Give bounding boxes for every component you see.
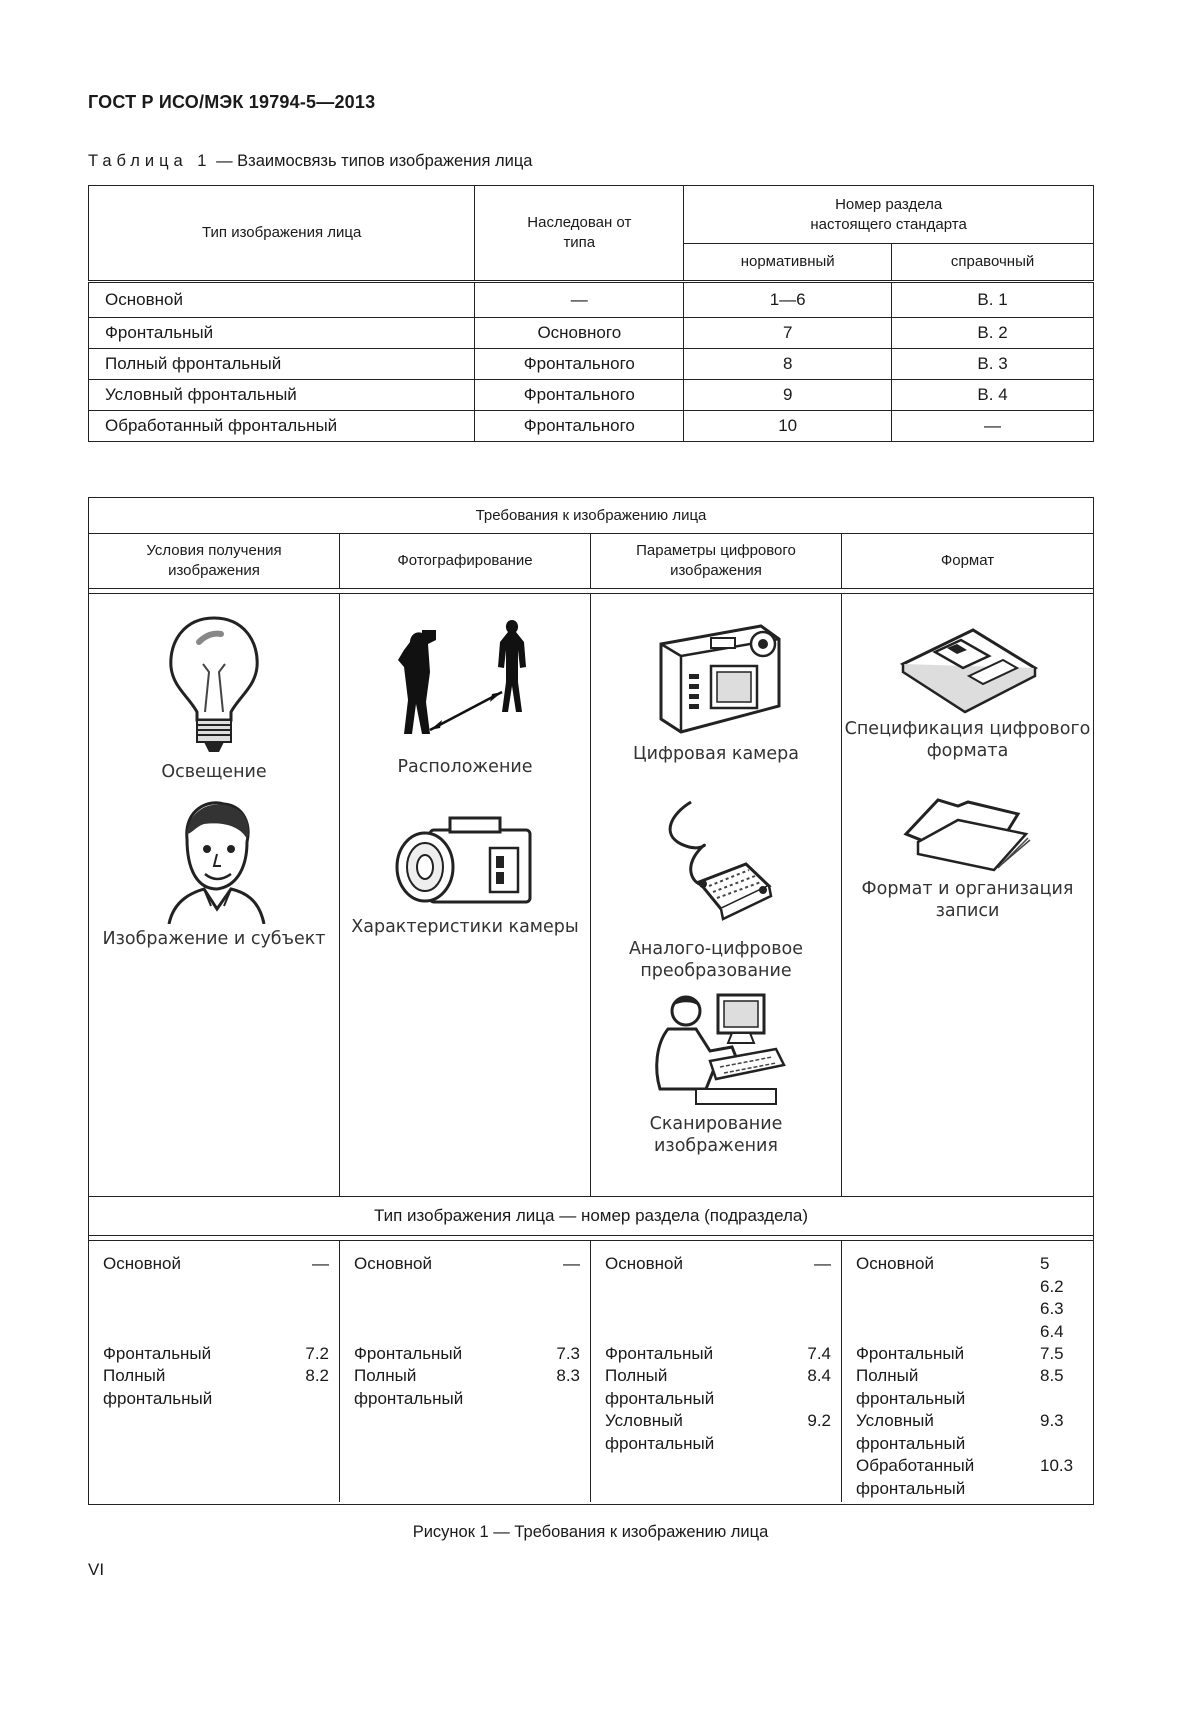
caption-camera-props: Характеристики камеры [351,917,579,937]
illus-lighting [89,612,339,783]
section-type: Условный фронтальный [605,1411,715,1453]
col-header-format: Формат [940,552,995,569]
sections-col-acquisition [89,1241,340,1502]
cell-inherited: Основного [475,318,684,349]
illus-format-spec [842,624,1093,762]
figure-illustrations [89,593,1093,1196]
section-entry [856,1410,986,1455]
section-type: Фронтальный [354,1344,463,1363]
cell-normative: 9 [684,380,892,411]
section-entry [103,1365,233,1410]
caption-format-spec: Спецификация цифрового формата [844,719,1091,761]
illus-column-photography [340,594,591,1196]
figure-title: Требования к изображению лица [89,498,1093,534]
section-number: 6.4 [1040,1321,1064,1341]
table-row [89,411,1094,442]
section-number: 6.3 [1040,1299,1064,1318]
section-type: Основной [354,1254,432,1273]
section-type: Фронтальный [605,1344,714,1363]
section-number: 8.2 [305,1366,329,1385]
caption-record-format: Формат и организация записи [861,879,1074,921]
section-type: Фронтальный [103,1344,212,1363]
illus-digital-camera [591,614,841,765]
photographer-subject-icon [390,612,540,752]
illus-column-format [842,594,1093,1196]
section-number: — [563,1254,580,1273]
cell-normative: 7 [684,318,892,349]
connector-cable-icon [651,794,781,934]
section-entry [354,1253,580,1276]
section-number: 9.3 [1040,1411,1064,1430]
caption-lighting: Освещение [161,762,267,782]
cell-type: Условный фронтальный [89,380,475,411]
col-header-informative: справочный [892,244,1094,282]
section-entry [605,1365,735,1410]
sections-col-photography [340,1241,591,1502]
cell-inherited: Фронтального [475,411,684,442]
figure-column-headers [89,534,1093,589]
cell-type: Обработанный фронтальный [89,411,475,442]
section-entry [354,1343,580,1366]
section-number: 8.4 [807,1366,831,1385]
folder-icon [898,794,1038,874]
section-number: 5 [1040,1254,1050,1273]
cell-inherited: Фронтального [475,380,684,411]
section-entry [856,1455,996,1500]
section-type: Полный фронтальный [856,1366,966,1408]
col-header-photography: Фотографирование [340,534,591,588]
caption-digital-camera: Цифровая камера [633,744,799,764]
caption-scanning: Сканирование изображения [649,1114,783,1156]
section-numbers-basic [1040,1253,1083,1343]
cell-inherited: — [475,282,684,318]
section-number: 7.4 [807,1344,831,1363]
section-type: Основной [103,1254,181,1273]
illus-column-digital [591,594,842,1196]
illus-position [340,612,590,778]
figure-caption: Рисунок 1 — Требования к изображению лица [412,1523,769,1541]
illus-subject [89,794,339,950]
section-entry [605,1343,831,1366]
col-header-section: Номер раздела настоящего стандарта [684,186,1094,244]
col-header-normative: нормативный [684,244,892,282]
col-header-type: Тип изображения лица [89,186,475,282]
section-number: 6.2 [1040,1276,1064,1296]
section-number: 7.3 [556,1344,580,1363]
illus-scanning [591,989,841,1157]
digital-camera-icon [641,614,791,739]
caption-subject: Изображение и субъект [102,929,326,949]
section-entry [605,1410,735,1455]
table-row [89,318,1094,349]
section-entry [103,1343,329,1366]
section-number: 9.2 [807,1411,831,1430]
col-header-acquisition: Условия получения изображения [89,534,340,588]
floppy-disk-icon [893,624,1043,714]
cell-informative: — [892,411,1094,442]
table-row [89,349,1094,380]
section-number: — [312,1254,329,1273]
table-caption-prefix: Таблица 1 [88,152,212,170]
type-section-row: Тип изображения лица — номер раздела (подраздела) [89,1196,1093,1236]
section-entry [1040,1410,1083,1433]
caption-adc: Аналого-цифровое преобразование [628,939,804,981]
illus-adc [591,794,841,982]
col-header-digital-params: Параметры цифрового изображения [591,534,842,588]
table-row [89,380,1094,411]
cell-normative: 1—6 [684,282,892,318]
section-entry [1040,1343,1083,1366]
section-number: — [814,1254,831,1273]
slr-camera-icon [390,812,540,912]
cell-informative: B. 2 [892,318,1094,349]
illus-record-format [842,794,1093,922]
illus-camera-props [340,812,590,938]
cell-informative: B. 3 [892,349,1094,380]
cell-inherited: Фронтального [475,349,684,380]
table-row [89,282,1094,318]
section-number: 8.5 [1040,1366,1064,1385]
section-type: Полный фронтальный [354,1366,464,1408]
face-image-types-table [88,185,1094,442]
table-caption-text: — Взаимосвязь типов изображения лица [216,152,533,170]
caption-position: Расположение [397,757,533,777]
cell-informative: B. 1 [892,282,1094,318]
section-type: Полный фронтальный [605,1366,715,1408]
section-entry [103,1253,329,1276]
section-type: Условный фронтальный [856,1411,966,1453]
document-header: ГОСТ Р ИСО/МЭК 19794-5—2013 [88,92,376,112]
section-entry [605,1253,831,1276]
light-bulb-icon [159,612,269,757]
section-entry [856,1365,986,1410]
section-type: Фронтальный [856,1344,965,1363]
figure-requirements [88,497,1094,1505]
section-type: Основной [605,1254,683,1273]
section-type: Полный фронтальный [103,1366,213,1408]
section-number: 10.3 [1040,1456,1074,1475]
cell-type: Основной [89,282,475,318]
section-entry [1040,1365,1083,1388]
section-number: 7.5 [1040,1344,1064,1363]
cell-informative: B. 4 [892,380,1094,411]
section-number: 8.3 [556,1366,580,1385]
cell-type: Фронтальный [89,318,475,349]
person-at-computer-icon [646,989,786,1109]
person-face-icon [159,794,269,924]
illus-column-acquisition [89,594,340,1196]
cell-normative: 8 [684,349,892,380]
section-entry [1040,1455,1083,1478]
section-entry [354,1365,484,1410]
page-number: VI [88,1560,105,1579]
section-type: Основной [856,1254,934,1273]
sections-col-digital [591,1241,842,1502]
section-type: Обработанный фронтальный [856,1456,975,1498]
col-header-inherited: Наследован от типа [475,186,684,282]
section-number: 7.2 [305,1344,329,1363]
cell-type: Полный фронтальный [89,349,475,380]
type-section-grid [89,1240,1093,1502]
sections-col-format [842,1241,1093,1502]
table-caption [88,152,533,171]
cell-normative: 10 [684,411,892,442]
